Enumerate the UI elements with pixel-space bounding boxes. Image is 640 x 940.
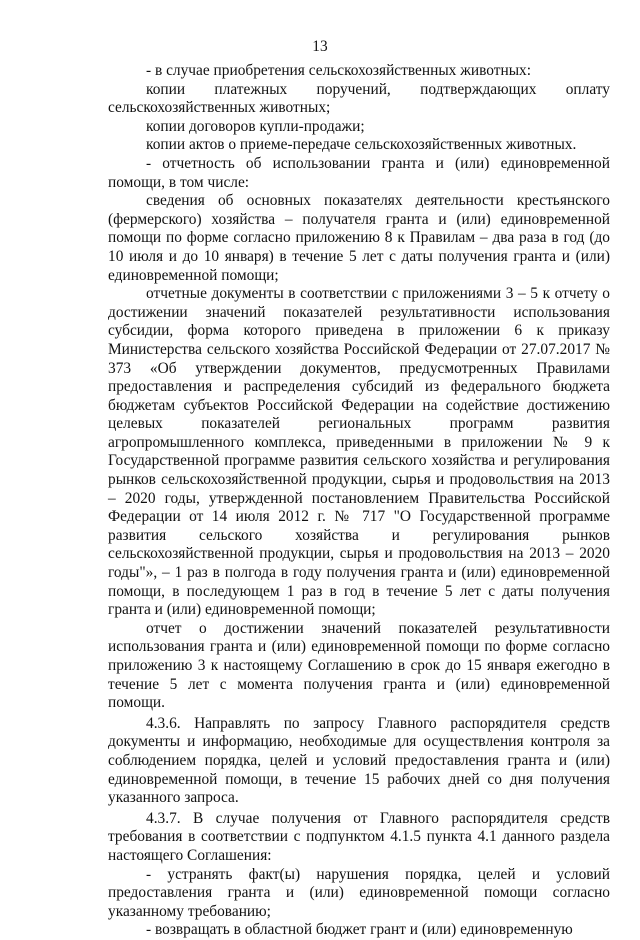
paragraph-farm-indicators: сведения об основных показателях деятельности крестьянского (фермерского) хозяйства – получателя гранта и (или) единовременной помощи по форме согласно приложению 8 к Правилам – два раза в год (до 10 июля и до 10 января) в течение 5 лет с даты получения гранта и (или) единовременной помощи; bbox=[108, 192, 610, 284]
paragraph-report-documents: отчетные документы в соответствии с приложениями 3 – 5 к отчету о достижении значений показателей результативности использования субсидии, форма которого приведена в приложении 6 к приказу Министерства сельского хозяйства Российской Федерации от 27.07.2017 № 373 «Об утверждении документов, предусмотренных Правилами предоставления и распределения субсидий из федерального бюджета бюджетам субъектов Российской Федерации на содействие достижению целевых показателей региональных программ развития агропромышленного комплекса, приведенными в приложении № 9 к Государственной программе развития сельского хозяйства и регулирования рынков сельскохозяйственной продукции, сырья и продовольствия на 2013 – 2020 годы, утвержденной постановлением Правительства Российской Федерации от 14 июля 2012 г. № 717 "О Государственной программе развития сельского хозяйства и регулирования рынков сельскохозяйственной продукции, сырья и продовольствия на 2013 – 2020 годы"», – 1 раз в полгода в году получения гранта и (или) единовременной помощи, в последующем 1 раз в год в течение 5 лет с даты получения гранта и (или) единовременной помощи; bbox=[108, 285, 610, 619]
paragraph-return-funds: - возвращать в областной бюджет грант и (или) единовременную bbox=[146, 921, 573, 939]
paragraph-eliminate-violations: - устранять факт(ы) нарушения порядка, целей и условий предоставления гранта и (или) единовременной помощи согласно указанному требованию; bbox=[108, 865, 610, 920]
paragraph-livestock-case: - в случае приобретения сельскохозяйственных животных: bbox=[146, 62, 532, 79]
document-body bbox=[108, 62, 610, 940]
paragraph-payment-orders: копии платежных поручений, подтверждающих оплату сельскохозяйственных животных; bbox=[108, 80, 610, 117]
paragraph-transfer-acts: копии актов о приеме-передаче сельскохозяйственных животных. bbox=[146, 136, 577, 154]
page-number: 13 bbox=[312, 38, 328, 55]
paragraph-4-3-7: 4.3.7. В случае получения от Главного распорядителя средств требования в соответствии с подпунктом 4.1.5 пункта 4.1 данного раздела настоящего Соглашения: bbox=[108, 809, 610, 864]
paragraph-4-3-6: 4.3.6. Направлять по запросу Главного распорядителя средств документы и информацию, необходимые для осуществления контроля за соблюдением порядка, целей и условий предоставления гранта и (или) единовременной помощи, в течение 15 рабочих дней со дня получения указанного запроса. bbox=[108, 714, 610, 807]
paragraph-reporting: - отчетность об использовании гранта и (или) единовременной помощи, в том числе: bbox=[108, 154, 610, 191]
paragraph-purchase-contracts: копии договоров купли-продажи; bbox=[146, 117, 365, 135]
paragraph-performance-report: отчет о достижении значений показателей результативности использования гранта и (или) единовременной помощи по форме согласно приложению 3 к настоящему Соглашению в срок до 15 января ежегодно в течение 5 лет с момента получения гранта и (или) единовременной помощи. bbox=[108, 619, 610, 712]
